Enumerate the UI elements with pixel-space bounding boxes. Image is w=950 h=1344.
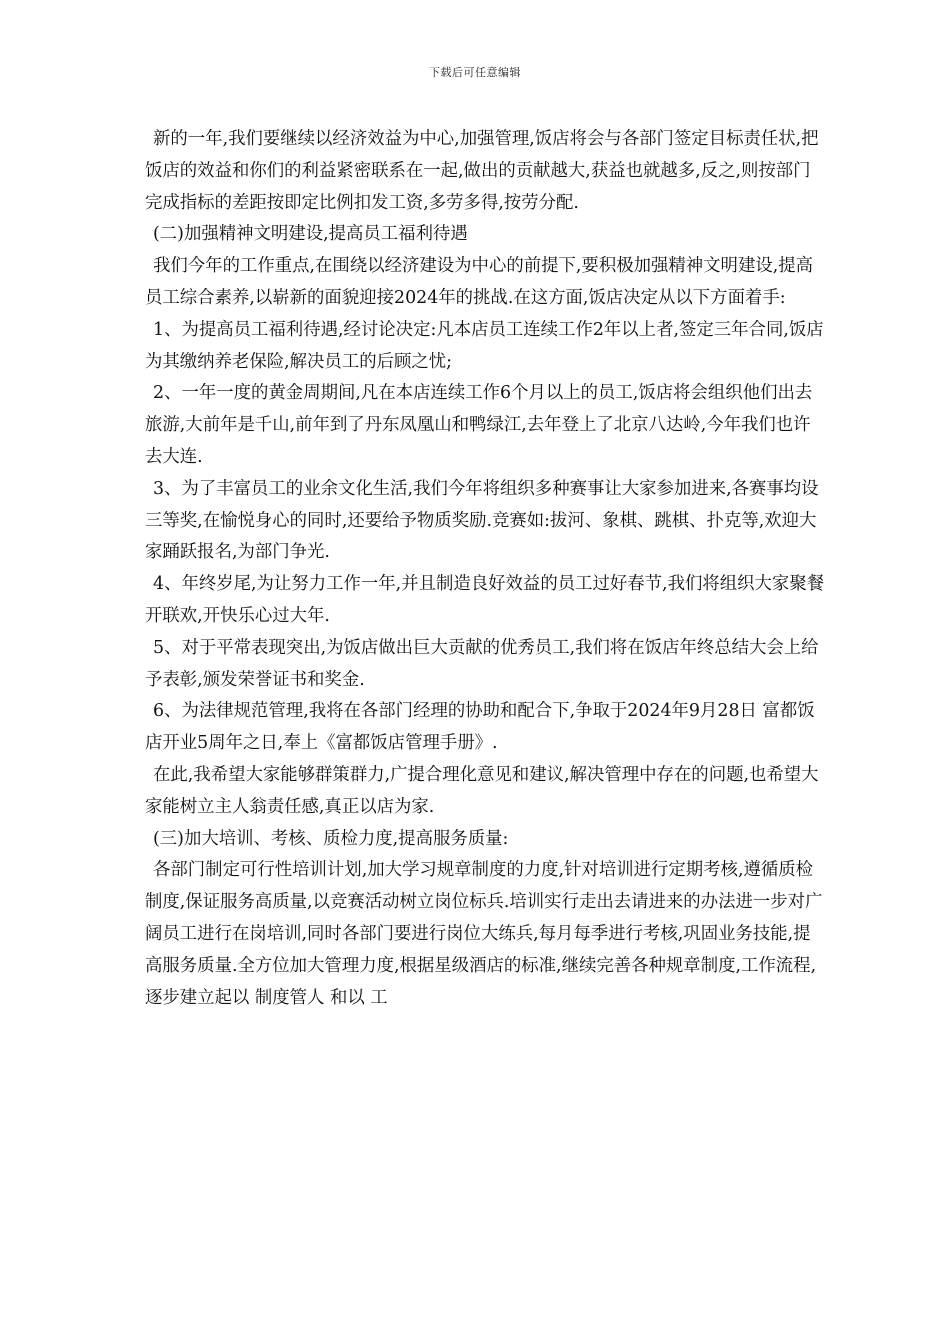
- section-heading-2: (二)加强精神文明建设,提高员工福利待遇: [153, 224, 468, 245]
- document-body: [145, 124, 825, 1014]
- list-item-5: 5、对于平常表现突出,为饭店做出巨大贡献的优秀员工,我们将在饭店年终总结大会上给予表彰,颁发荣誉证书和奖金.: [145, 637, 819, 690]
- paragraph-work-focus: 我们今年的工作重点,在围绕以经济建设为中心的前提下,要积极加强精神文明建设,提高员工综合素养,以崭新的面貌迎接2024年的挑战.在这方面,饭店决定从以下方面着手:: [145, 256, 814, 308]
- section-heading-3: (三)加大培训、考核、质检力度,提高服务质量:: [153, 828, 509, 849]
- list-item-6: 6、为法律规范管理,我将在各部门经理的协助和配合下,争取于2024年9月28日 富都饭店开业5周年之日,奉上《富都饭店管理手册》.: [145, 701, 815, 754]
- paragraph-new-year-goals: 新的一年,我们要继续以经济效益为中心,加强管理,饭店将会与各部门签定目标责任状,把饭店的效益和你们的利益紧密联系在一起,做出的贡献越大,获益也就越多,反之,则按部门完成指标的差距按即定比例扣发工资,多劳多得,按劳分配.: [145, 129, 819, 213]
- list-item-3: 3、为了丰富员工的业余文化生活,我们今年将组织多种赛事让大家参加进来,各赛事均设三等奖,在愉悦身心的同时,还要给予物质奖励.竞赛如:拔河、象棋、跳棋、扑克等,欢迎大家踊跃报名,为部门争光.: [145, 478, 819, 563]
- list-item-1: 1、为提高员工福利待遇,经讨论决定:凡本店员工连续工作2年以上者,签定三年合同,饭店为其缴纳养老保险,解决员工的后顾之忧;: [145, 319, 824, 372]
- list-item-2: 2、一年一度的黄金周期间,凡在本店连续工作6个月以上的员工,饭店将会组织他们出去旅游,大前年是千山,前年到了丹东凤凰山和鸭绿江,去年登上了北京八达岭,今年我们也许去大连.: [145, 383, 813, 467]
- paragraph-training: 各部门制定可行性培训计划,加大学习规章制度的力度,针对培训进行定期考核,遵循质检制度,保证服务高质量,以竞赛活动树立岗位标兵.培训实行走出去请进来的办法进一步对广阔员工进行在岗培训,同时各部门要进行岗位大练兵,每月每季进行考核,巩固业务技能,提高服务质量.全方位加大管理力度,根据星级酒店的标准,继续完善各种规章制度,工作流程,逐步建立起以 制度管人 和以 工: [145, 860, 823, 1008]
- list-item-4: 4、年终岁尾,为让努力工作一年,并且制造良好效益的员工过好春节,我们将组织大家聚餐开联欢,开快乐心过大年.: [145, 574, 825, 626]
- paragraph-appeal: 在此,我希望大家能够群策群力,广提合理化意见和建议,解决管理中存在的问题,也希望大家能树立主人翁责任感,真正以店为家.: [145, 764, 819, 817]
- page-header: 下载后可任意编辑: [429, 66, 521, 79]
